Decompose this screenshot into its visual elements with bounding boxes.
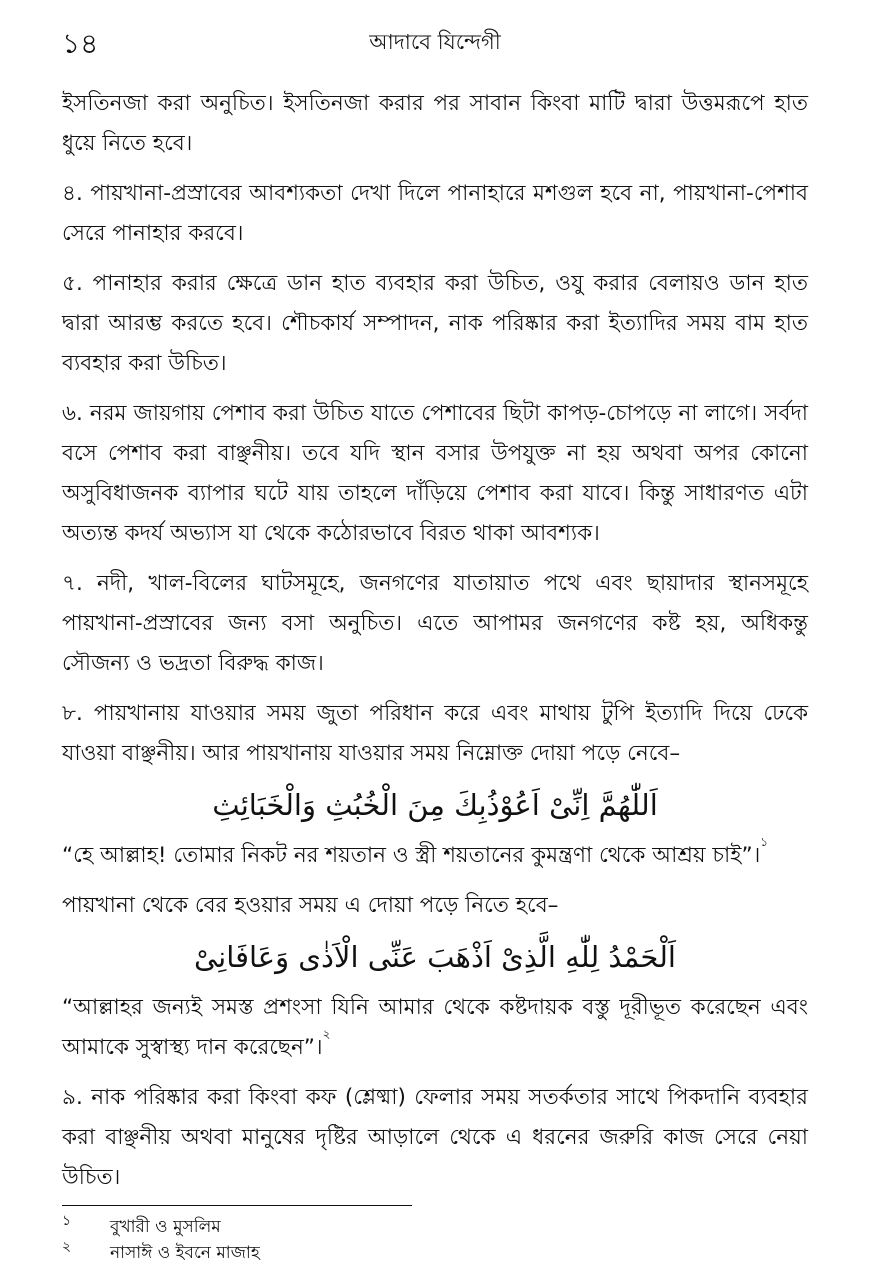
paragraph-6: ৬. নরম জায়গায় পেশাব করা উচিত যাতে পেশাবের ছিটা কাপড়-চোপড়ে না লাগে। সর্বদা বসে পেশাব করা বাঞ্ছনীয়। তবে যদি স্থান বসার উপযুক্ত না হয় অথবা অপর কোনো অসুবিধাজনক ব্যাপার ঘটে যায় তাহলে দাঁড়িয়ে পেশাব করা যাবে। কিন্তু সাধারণত এটা অত্যন্ত কদর্য অভ্যাস যা থেকে কঠোরভাবে বিরত থাকা আবশ্যক। [62, 401, 808, 546]
paragraph-istinja: ইসতিনজা করা অনুচিত। ইসতিনজা করার পর সাবান কিংবা মাটি দ্বারা উত্তমরূপে হাত ধুয়ে নিতে হবে। [62, 91, 808, 156]
dua-entering-arabic: اَللّٰهُمَّ اِنِّىْ اَعُوْذُبِكَ مِنَ الْخُبُثِ وَالْخَبَائِثِ [212, 788, 658, 822]
footnote-divider [62, 1205, 412, 1206]
footnote-ref-2: ২ [322, 1027, 331, 1041]
running-title: আদাবে যিন্দেগী [369, 30, 501, 54]
dua-entering-translation [62, 836, 808, 876]
paragraph-5: ৫. পানাহার করার ক্ষেত্রে ডান হাত ব্যবহার করা উচিত, ওযু করার বেলায়ও ডান হাত দ্বারা আরম্ভ করতে হবে। শৌচকার্য সম্পাদন, নাক পরিষ্কার করা ইত্যাদির সময় বাম হাত ব্যবহার করা উচিত। [62, 271, 808, 376]
paragraph-7: ৭. নদী, খাল-বিলের ঘাটসমূহে, জনগণের যাতায়াত পথে এবং ছায়াদার স্থানসমূহে পায়খানা-প্রস্রাবের জন্য বসা অনুচিত। এতে আপামর জনগণের কষ্ট হয়, অধিকন্তু সৌজন্য ও ভদ্রতা বিরুদ্ধ কাজ। [62, 571, 808, 676]
paragraph-4: ৪. পায়খানা-প্রস্রাবের আবশ্যকতা দেখা দিলে পানাহারে মশগুল হবে না, পায়খানা-পেশাব সেরে পানাহার করবে। [62, 181, 808, 246]
footnote-text: নাসাঈ ও ইবনে মাজাহ [110, 1243, 260, 1263]
page-header [62, 22, 808, 62]
footnote-text: বুখারী ও মুসলিম [110, 1217, 221, 1237]
page-body [62, 84, 808, 1208]
footnote-mark: ২ [62, 1239, 72, 1255]
page-number: ১৪ [62, 27, 99, 60]
dua-exiting-translation-text: “আল্লাহর জন্যই সমস্ত প্রশংসা যিনি আমার থেকে কষ্টদায়ক বস্তু দূরীভূত করেছেন এবং আমাকে সুস্বাস্থ্য দান করেছেন”। [62, 995, 808, 1060]
footnote-ref-1: ১ [760, 835, 769, 849]
footnote-mark: ১ [62, 1213, 72, 1229]
paragraph-8: ৮. পায়খানায় যাওয়ার সময় জুতা পরিধান করে এবং মাথায় টুপি ইত্যাদি দিয়ে ঢেকে যাওয়া বাঞ্ছনীয়। আর পায়খানায় যাওয়ার সময় নিম্নোক্ত দোয়া পড়ে নেবে– [62, 701, 808, 766]
exit-dua-intro: পায়খানা থেকে বের হওয়ার সময় এ দোয়া পড়ে নিতে হবে– [62, 893, 559, 918]
dua-exiting-arabic: اَلْحَمْدُ لِلّٰهِ الَّذِىْ اَذْهَبَ عَنِّى الْاَذٰى وَعَافَانِىْ [194, 940, 676, 974]
paragraph-9: ৯. নাক পরিষ্কার করা কিংবা কফ (শ্লেষ্মা) ফেলার সময় সতর্কতার সাথে পিকদানি ব্যবহার করা বাঞ্ছনীয় অথবা মানুষের দৃষ্টির আড়ালে থেকে এ ধরনের জরুরি কাজ সেরে নেয়া উচিত। [62, 1085, 808, 1190]
dua-entering-translation-text: “হে আল্লাহ! তোমার নিকট নর শয়তান ও স্ত্রী শয়তানের কুমন্ত্রণা থেকে আশ্রয় চাই”। [62, 843, 761, 868]
dua-exiting-translation [62, 988, 808, 1068]
